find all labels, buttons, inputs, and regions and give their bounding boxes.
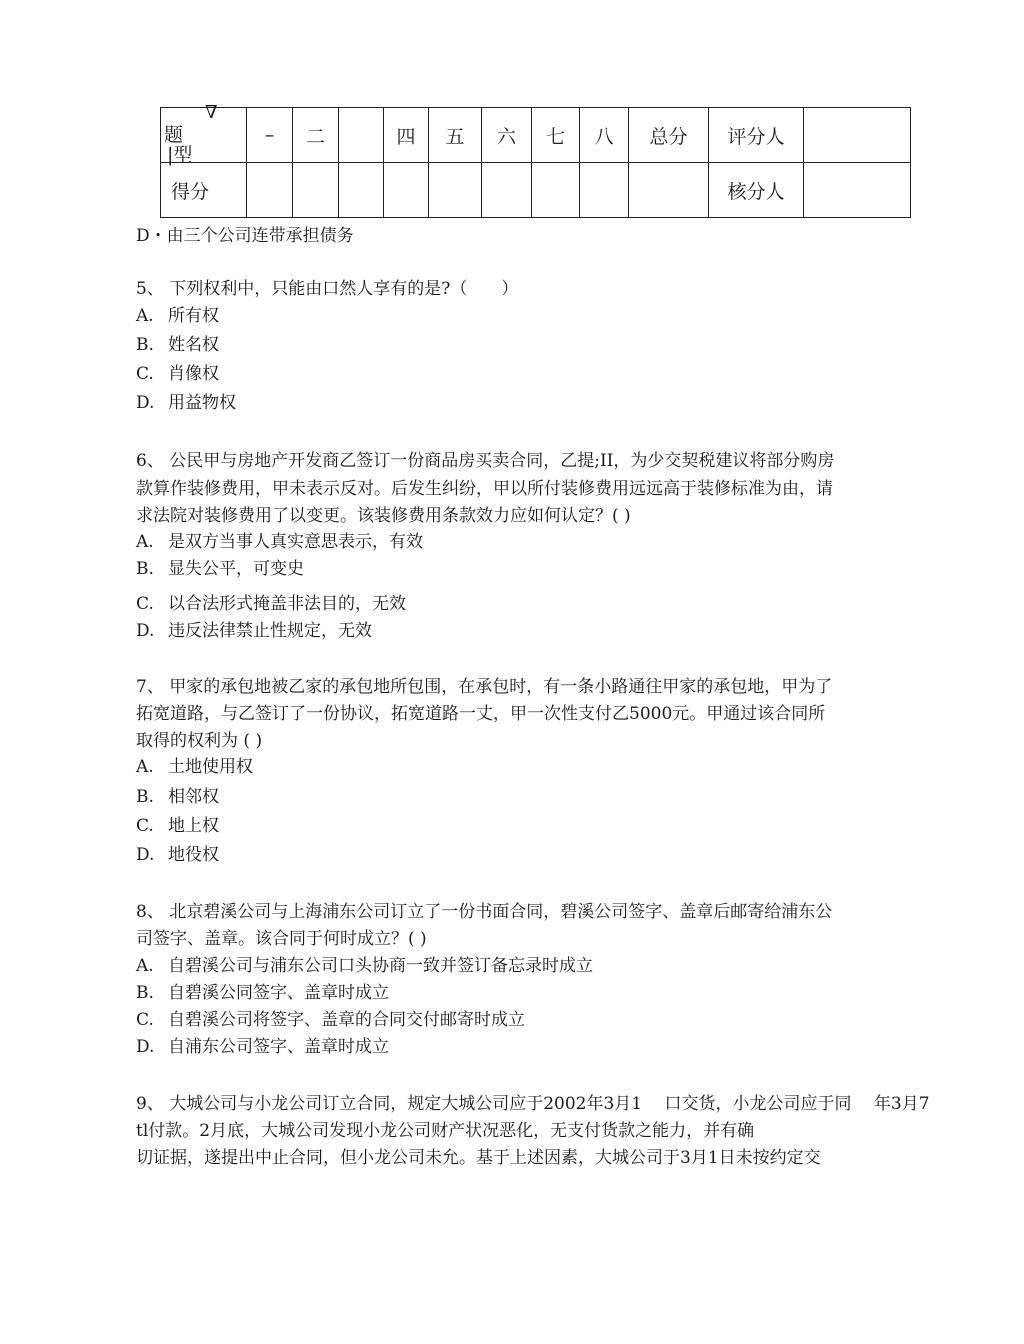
option-text: 土地使用权 (168, 757, 253, 777)
option-c (136, 593, 406, 615)
option-c (136, 363, 219, 385)
header-mark: ∇ (205, 102, 218, 123)
option-text: 姓名权 (168, 335, 219, 355)
score-cell (429, 163, 482, 218)
question-9-line-1: 9、 大城公司与小龙公司订立合同，规定大城公司应于2002年3月1 口交货，小龙公司应于同 年3月7 (136, 1094, 930, 1114)
score-cell (339, 163, 384, 218)
option-letter: A. (136, 306, 154, 326)
option-b (136, 786, 219, 808)
score-cell (532, 163, 580, 218)
option-text: 用益物权 (168, 393, 236, 413)
question-8-line-2: 司签字、盖章。该合同于何时成立？( ) (136, 929, 427, 949)
question-6-line-1: 6、 公民甲与房地产开发商乙签订一份商品房买卖合同，乙提;II，为少交契税建议将部分购房 (136, 451, 835, 471)
reviewer-value-cell (804, 163, 911, 218)
column-total: 总分 (629, 108, 709, 163)
option-text: 显失公平，可变史 (168, 559, 304, 579)
option-text: 地上权 (168, 816, 219, 836)
option-b (136, 334, 219, 356)
column-6: 六 (482, 108, 532, 163)
option-text: 所有权 (168, 306, 219, 326)
option-text: 以合法形式掩盖非法目的，无效 (168, 594, 406, 614)
option-d (136, 1036, 389, 1058)
option-c (136, 1009, 525, 1031)
score-cell (629, 163, 709, 218)
option-c (136, 815, 219, 837)
option-letter: A. (136, 757, 154, 777)
question-9-line-2: tl付款。2月底，大城公司发现小龙公司财产状况恶化，无支付货款之能力，并有确 (136, 1121, 755, 1141)
column-2: 二 (293, 108, 339, 163)
option-letter: B. (136, 559, 154, 579)
option-text: 自碧溪公司与浦东公司口头协商一致并签订备忘录时成立 (168, 956, 593, 976)
option-text: 相邻权 (168, 787, 219, 807)
score-cell (580, 163, 629, 218)
score-cell (293, 163, 339, 218)
option-text: 自碧溪公同签字、盖章时成立 (168, 983, 389, 1003)
question-5: 5、 下列权利中，只能由口然人享有的是?（ ） (136, 279, 519, 299)
score-cell (384, 163, 429, 218)
reviewer-label: 核分人 (709, 163, 804, 218)
score-cell (482, 163, 532, 218)
option-text: 违反法律禁止性规定，无效 (168, 621, 372, 641)
option-a (136, 756, 253, 778)
score-table-header-row (161, 108, 911, 163)
option-letter: D. (136, 393, 155, 413)
score-table-score-row (161, 163, 911, 218)
option-letter: C. (136, 1010, 154, 1030)
question-7-line-1: 7、 甲家的承包地被乙家的承包地所包围，在承包时，有一条小路通往甲家的承包地，甲为了 (136, 677, 833, 697)
column-7: 七 (532, 108, 580, 163)
option-text: 肖像权 (168, 364, 219, 384)
header-bottom-label: |型 (167, 144, 193, 166)
option-letter: A. (136, 532, 154, 552)
option-letter: C. (136, 816, 154, 836)
question-type-header (161, 102, 247, 166)
column-5: 五 (429, 108, 482, 163)
question-7-line-2: 拓宽道路，与乙签订了一份协议，拓宽道路一丈，甲一次性支付乙5000元。甲通过该合同所 (136, 704, 826, 724)
option-a (136, 955, 593, 977)
option-letter: A. (136, 956, 154, 976)
option-d (136, 392, 236, 414)
option-b (136, 982, 389, 1004)
option-text: 地役权 (168, 845, 219, 865)
column-3 (339, 108, 384, 163)
option-letter: D. (136, 845, 155, 865)
header-top-label: 题 (164, 124, 184, 146)
option-text: 是双方当事人真实意思表示，有效 (168, 532, 423, 552)
option-letter: B. (136, 787, 154, 807)
column-grader: 评分人 (709, 108, 804, 163)
option-text: 自碧溪公司将签字、盖章的合同交付邮寄时成立 (168, 1010, 525, 1030)
option-letter: C. (136, 594, 154, 614)
option-line: D・由三个公司连带承担债务 (136, 226, 354, 246)
option-letter: D. (136, 1037, 155, 1057)
option-letter: D. (136, 621, 155, 641)
question-6-line-2: 款算作装修费用，甲未表示反对。后发生纠纷，甲以所付装修费用远远高于装修标准为由，请 (136, 479, 833, 499)
column-4: 四 (384, 108, 429, 163)
question-7-line-3: 取得的权利为 ( ) (136, 731, 263, 751)
option-text: 自浦东公司签字、盖章时成立 (168, 1037, 389, 1057)
question-8-line-1: 8、 北京碧溪公司与上海浦东公司订立了一份书面合同，碧溪公司签字、盖章后邮寄给浦东公 (136, 902, 833, 922)
question-9-line-3: 切证据，遂提出中止合同，但小龙公司未允。基于上述因素，大城公司于3月1日未按约定交 (136, 1148, 821, 1168)
score-label: 得分 (161, 163, 247, 218)
option-a (136, 305, 219, 327)
score-table (160, 102, 911, 218)
column-1: – (247, 108, 293, 163)
option-letter: B. (136, 983, 154, 1003)
option-b (136, 558, 304, 580)
option-a (136, 531, 423, 553)
option-letter: B. (136, 335, 154, 355)
column-8: 八 (580, 108, 629, 163)
score-cell (247, 163, 293, 218)
option-d (136, 844, 219, 866)
option-d (136, 620, 372, 642)
column-grader-value (804, 108, 911, 163)
question-6-line-3: 求法院对装修费用了以变更。该装修费用条款效力应如何认定？( ) (136, 506, 631, 526)
option-letter: C. (136, 364, 154, 384)
